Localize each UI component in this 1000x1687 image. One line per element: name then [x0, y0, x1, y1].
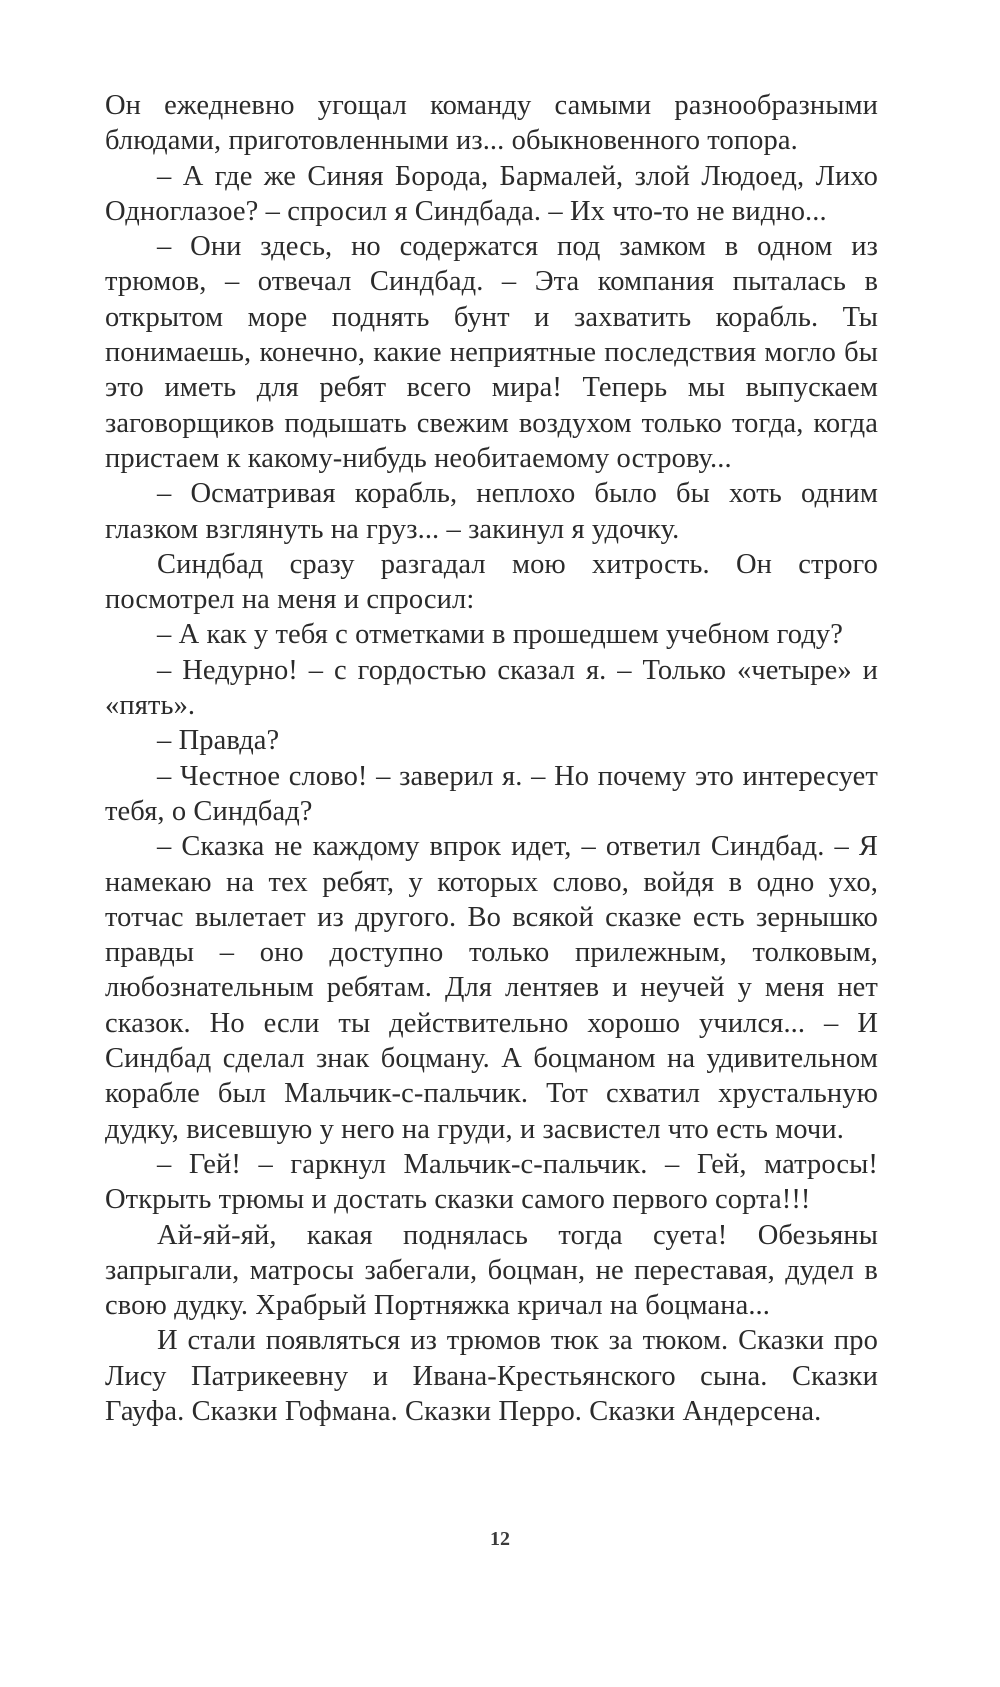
paragraph: – А где же Синяя Борода, Бармалей, злой Людоед, Лихо Одноглазое? – спросил я Синдбада. – Их что-то не видно...	[105, 160, 878, 227]
paragraph: Он ежедневно угощал команду самыми разнообразными блюдами, приготовленными из... обыкновенного топора.	[105, 90, 878, 157]
paragraph: – Честное слово! – заверил я. – Но почему это интересует тебя, о Синдбад?	[105, 760, 878, 827]
paragraph: – Гей! – гаркнул Мальчик-с-пальчик. – Гей, матросы! Открыть трюмы и достать сказки самого первого сорта!!!	[105, 1148, 878, 1216]
paragraph: – Недурно! – с гордостью сказал я. – Только «четыре» и «пять».	[105, 654, 878, 722]
paragraph: – Они здесь, но содержатся под замком в одном из трюмов, – отвечал Синдбад. – Эта компания пыталась в открытом море поднять бунт и захватить корабль. Ты понимаешь, конечно, какие неприятные последствия могло бы это иметь для ребят всего мира! Теперь мы выпускаем заговорщиков подышать свежим воздухом только тогда, когда пристаем к какому-нибудь необитаемому острову...	[105, 231, 878, 474]
paragraph: – Сказка не каждому впрок идет, – ответил Синдбад. – Я намекаю на тех ребят, у которых слово, войдя в одно ухо, тотчас вылетает из другого. Во всякой сказке есть зернышко правды – оно доступно только прилежным, толковым, любознательным ребятам. Для лентяев и неучей у меня нет сказок. Но если ты действительно хорошо учился... – И Синдбад сделал знак боцману. А боцманом на удивительном корабле был Мальчик-с-пальчик. Тот схватил хрустальную дудку, висевшую у него на груди, и засвистел что есть мочи.	[105, 831, 878, 1145]
paragraph: – Осматривая корабль, неплохо было бы хоть одним глазком взглянуть на груз... – закинул я удочку.	[105, 478, 878, 545]
page-number: 12	[490, 1528, 510, 1550]
paragraph: – А как у тебя с отметками в прошедшем учебном году?	[157, 619, 844, 651]
paragraph: Ай-яй-яй, какая поднялась тогда суета! Обезьяны запрыгали, матросы забегали, боцман, не переставая, дудел в свою дудку. Храбрый Портняжка кричал на боцмана...	[105, 1219, 878, 1322]
paragraph: И стали появляться из трюмов тюк за тюком. Сказки про Лису Патрикеевну и Ивана-Крестьянского сына. Сказки Гауфа. Сказки Гофмана. Сказки Перро. Сказки Андерсена.	[105, 1325, 878, 1427]
paragraph: – Правда?	[157, 725, 280, 757]
page-text	[105, 88, 878, 1429]
paragraph: Синдбад сразу разгадал мою хитрость. Он строго посмотрел на меня и спросил:	[105, 548, 878, 616]
